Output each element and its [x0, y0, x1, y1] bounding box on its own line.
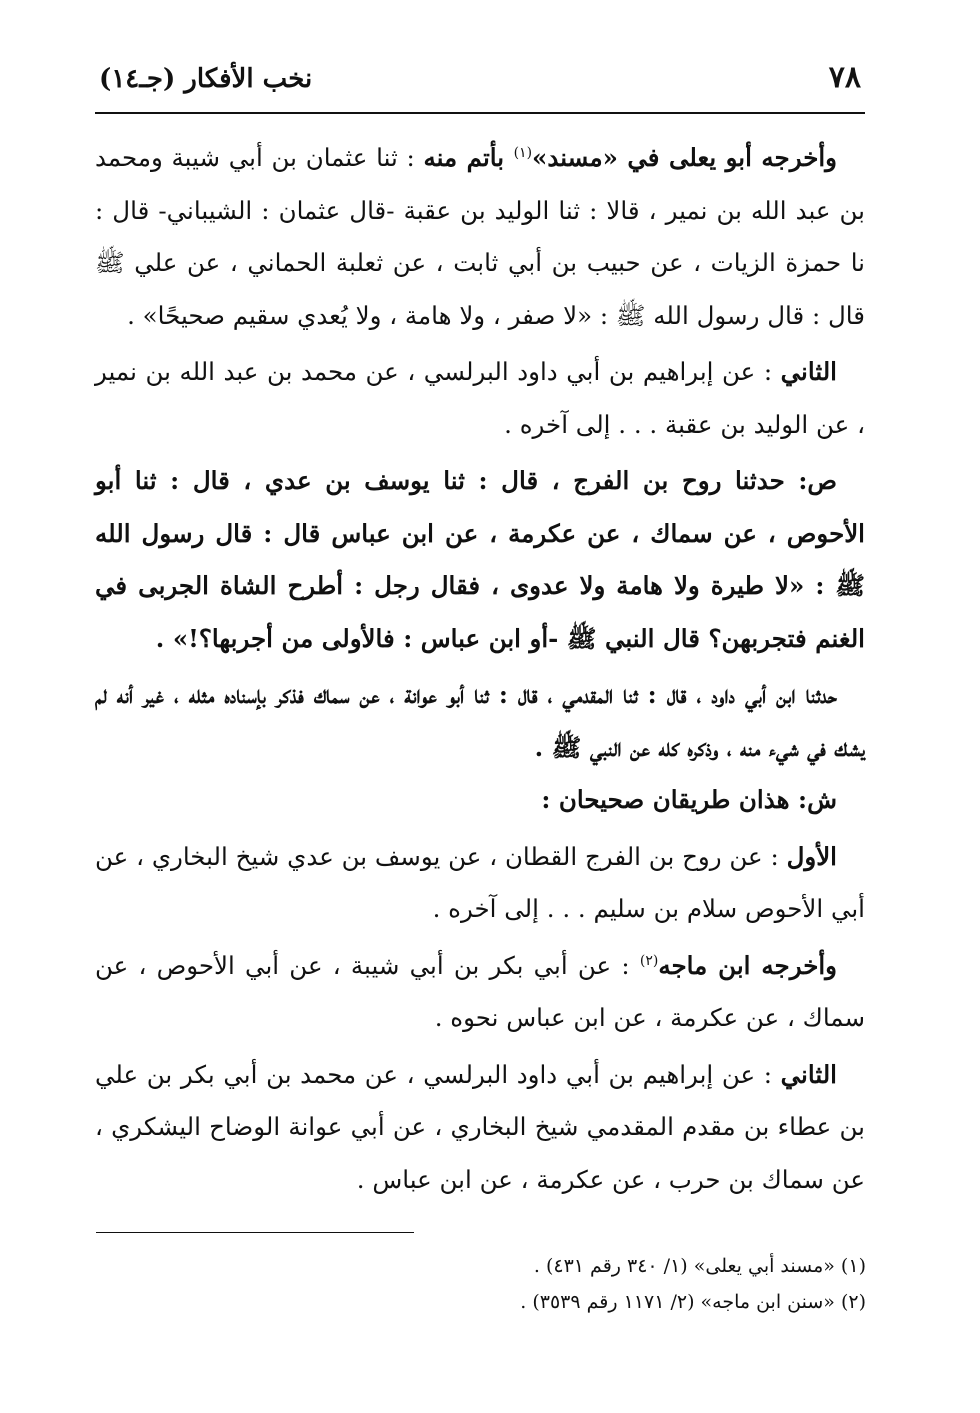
paragraph-1: [95, 132, 865, 342]
footnote-divider: [96, 1232, 414, 1233]
paragraph-8: [95, 1049, 865, 1207]
paragraph-7: [95, 940, 865, 1045]
paragraph-lead: حدثنا ابن أبي داود ، قال : ثنا المقدمي ، قال : ثنا أبو عوانة ، عن سماك فذكر بإسناده مثله ، غير أنه لم يشك في شيء منه ، وذكره كله عن النبي ﷺ .: [95, 680, 865, 762]
paragraph-lead: ص: حدثنا روح بن الفرج ، قال : ثنا يوسف بن عدي ، قال : ثنا أبو الأحوص ، عن سماك ، عن عكرمة ، عن ابن عباس قال : قال رسول الله ﷺ : «لا طيرة ولا هامة ولا عدوى ، فقال رجل : أطرح الشاة الجربى في الغنم فتجربهن؟ قال النبي ﷺ -أو ابن عباس : فالأولى من أجربها؟!» .: [95, 466, 865, 653]
footnotes: [520, 1248, 866, 1320]
page-number: ٧٨: [828, 60, 861, 95]
paragraph-5: [95, 774, 865, 827]
book-title: نخب الأفكار (جـ١٤): [99, 64, 313, 94]
paragraph-lead: وأخرجه أبو يعلى في «مسند»: [532, 143, 837, 172]
main-text: [95, 132, 865, 1206]
page-header: [95, 60, 865, 114]
paragraph-text: : ثنا عثمان بن أبي شيبة ومحمد بن عبد الله بن نمير ، قالا : ثنا الوليد بن عقبة -قال عثمان : الشيباني- قال : نا حمزة الزيات ، عن حبيب بن أبي ثابت ، عن ثعلبة الحماني ، عن علي ﷺ قال : قال رسول الله ﷺ : «لا صفر ، ولا هامة ، ولا يُعدي سقيم صحيحًا» .: [95, 143, 865, 330]
footnote-1: (١) «مسند أبي يعلى» (١/ ٣٤٠ رقم ٤٣١) .: [533, 1255, 866, 1277]
footnote-2: (٢) «سنن ابن ماجه» (٢/ ١١٧١ رقم ٣٥٣٩) .: [520, 1291, 866, 1313]
paragraph-3: [95, 455, 865, 665]
paragraph-6: [95, 831, 865, 936]
footnote-ref: (٢): [639, 952, 659, 969]
paragraph-text: : عن إبراهيم بن أبي داود البرلسي ، عن محمد بن أبي بكر بن علي بن عطاء بن مقدم المقدمي شيخ البخاري ، عن أبي عوانة الوضاح اليشكري ، عن سماك بن حرب ، عن عكرمة ، عن ابن عباس .: [95, 1059, 865, 1194]
paragraph-lead: الثاني: [780, 357, 837, 386]
paragraph-4: [95, 669, 865, 774]
paragraph-lead: ش: هذان طريقان صحيحان :: [541, 785, 837, 814]
paragraph-lead-2: بأتم منه: [423, 143, 514, 172]
paragraph-lead: الأول: [786, 841, 837, 871]
paragraph-text: : عن روح بن الفرج القطان ، عن يوسف بن عدي شيخ البخاري ، عن أبي الأحوص سلام بن سليم . . . إلى آخره .: [95, 841, 865, 923]
paragraph-text: : عن أبي بكر بن أبي شيبة ، عن أبي الأحوص ، عن سماك ، عن عكرمة ، عن ابن عباس نحوه .: [95, 950, 865, 1032]
book-page: [95, 60, 865, 1206]
paragraph-text: : عن إبراهيم بن أبي داود البرلسي ، عن محمد بن عبد الله بن نمير ، عن الوليد بن عقبة . . . إلى آخره .: [95, 357, 865, 439]
paragraph-2: [95, 346, 865, 451]
paragraph-lead: الثاني: [780, 1059, 837, 1089]
footnote-ref: (١): [513, 144, 533, 161]
paragraph-lead: وأخرجه ابن ماجه: [658, 950, 837, 980]
